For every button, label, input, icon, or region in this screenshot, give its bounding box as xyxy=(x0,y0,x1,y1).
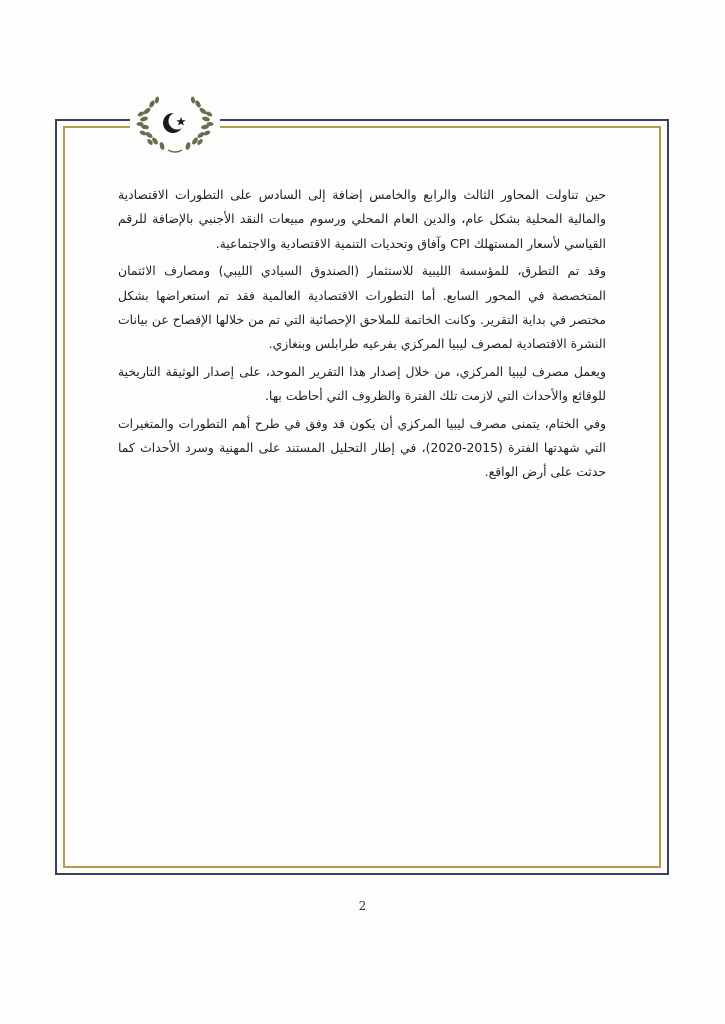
paragraph: وفي الختام، يتمنى مصرف ليبيا المركزي أن يكون قد وفق في طرح أهم التطورات والمتغيرات التي شهدتها الفترة (2015-2020)، في إطار التحليل المستند على المهنية وسرد الأحداث كما حدثت على أرض الواقع. xyxy=(118,415,606,480)
crescent-star-laurel-emblem-icon xyxy=(130,84,220,158)
document-body xyxy=(118,183,606,485)
paragraph: وقد تم التطرق، للمؤسسة الليبية للاستثمار (الصندوق السيادي الليبي) ومصارف الائتمان المتخصصة في المحور السابع. أما التطورات الاقتصادية العالمية فقد تم استعراضها بشكل مختصر في بداية التقرير. وكانت الخاتمة للملاحق الإحصائية التي تم من خلالها الإفصاح عن بيانات النشرة الاقتصادية لمصرف ليبيا المركزي بفرعيه طرابلس وبنغازي. xyxy=(118,263,606,352)
paragraph: حين تناولت المحاور الثالث والرابع والخامس إضافة إلى السادس على التطورات الاقتصادية والمالية المحلية بشكل عام، والدين العام المحلي ورسوم مبيعات النقد الأجنبي بالإضافة للرقم القياسي لأسعار المستهلك CPI وآفاق وتحديات التنمية الاقتصادية والاجتماعية. xyxy=(118,187,606,251)
page-number: 2 xyxy=(358,899,367,913)
paragraph: ويعمل مصرف ليبيا المركزي، من خلال إصدار هذا التقرير الموحد، على إصدار الوثيقة التاريخية للوقائع والأحداث التي لازمت تلك الفترة والظروف التي أحاطت بها. xyxy=(118,363,606,404)
